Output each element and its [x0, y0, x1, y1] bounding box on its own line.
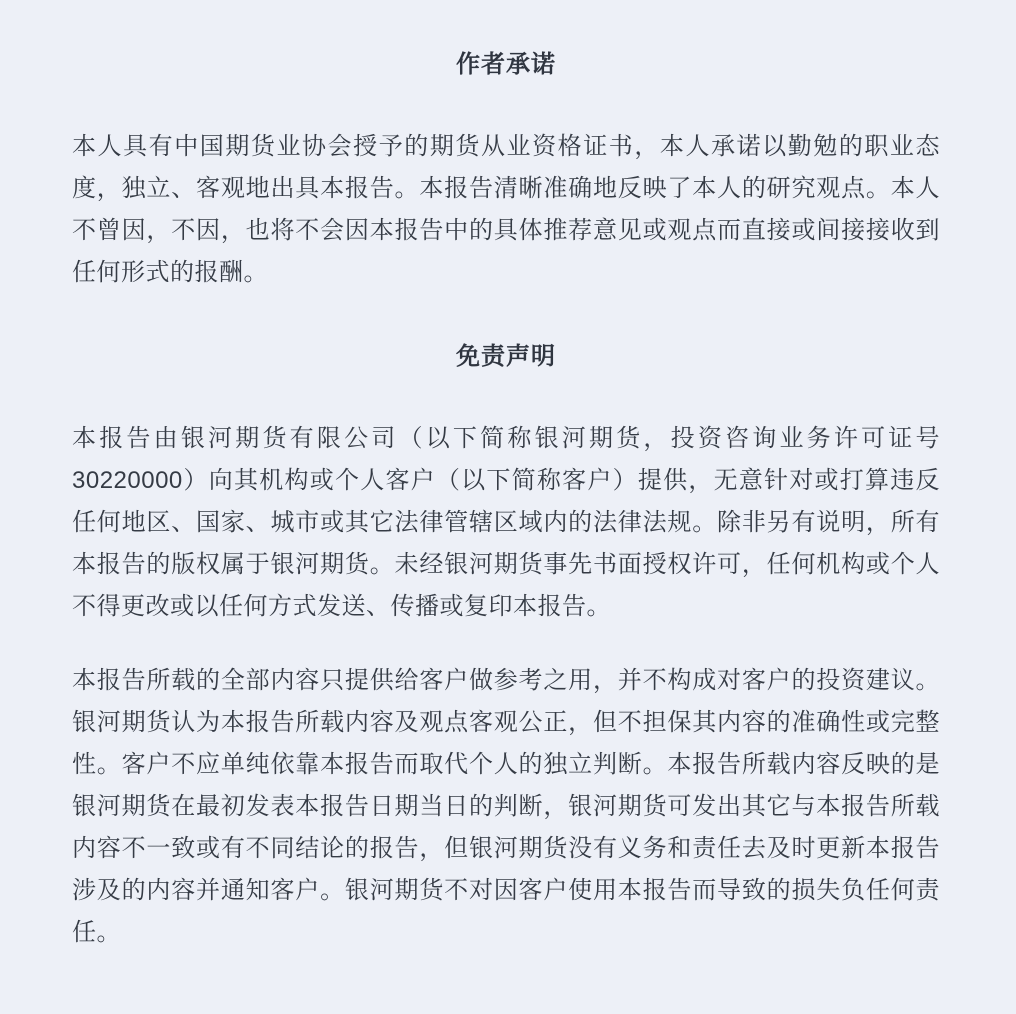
- disclaimer-heading: 免责声明: [456, 343, 556, 370]
- disclaimer-paragraph-1: 本报告由银河期货有限公司（以下简称银河期货，投资咨询业务许可证号30220000）向其机构或个人客户（以下简称客户）提供，无意针对或打算违反任何地区、国家、城市或其它法律管辖区域内的法律法规。除非另有说明，所有本报告的版权属于银河期货。未经银河期货事先书面授权许可，任何机构或个人不得更改或以任何方式发送、传播或复印本报告。: [72, 425, 940, 620]
- disclaimer-paragraph-2: 本报告所载的全部内容只提供给客户做参考之用，并不构成对客户的投资建议。银河期货认为本报告所载内容及观点客观公正，但不担保其内容的准确性或完整性。客户不应单纯依靠本报告而取代个人的独立判断。本报告所载内容反映的是银河期货在最初发表本报告日期当日的判断，银河期货可发出其它与本报告所载内容不一致或有不同结论的报告，但银河期货没有义务和责任去及时更新本报告涉及的内容并通知客户。银河期货不对因客户使用本报告而导致的损失负任何责任。: [72, 667, 940, 946]
- author-commitment-heading: 作者承诺: [456, 51, 556, 78]
- author-commitment-paragraph: 本人具有中国期货业协会授予的期货从业资格证书，本人承诺以勤勉的职业态度，独立、客观地出具本报告。本报告清晰准确地反映了本人的研究观点。本人不曾因，不因，也将不会因本报告中的具体推荐意见或观点而直接或间接接收到任何形式的报酬。: [72, 133, 940, 286]
